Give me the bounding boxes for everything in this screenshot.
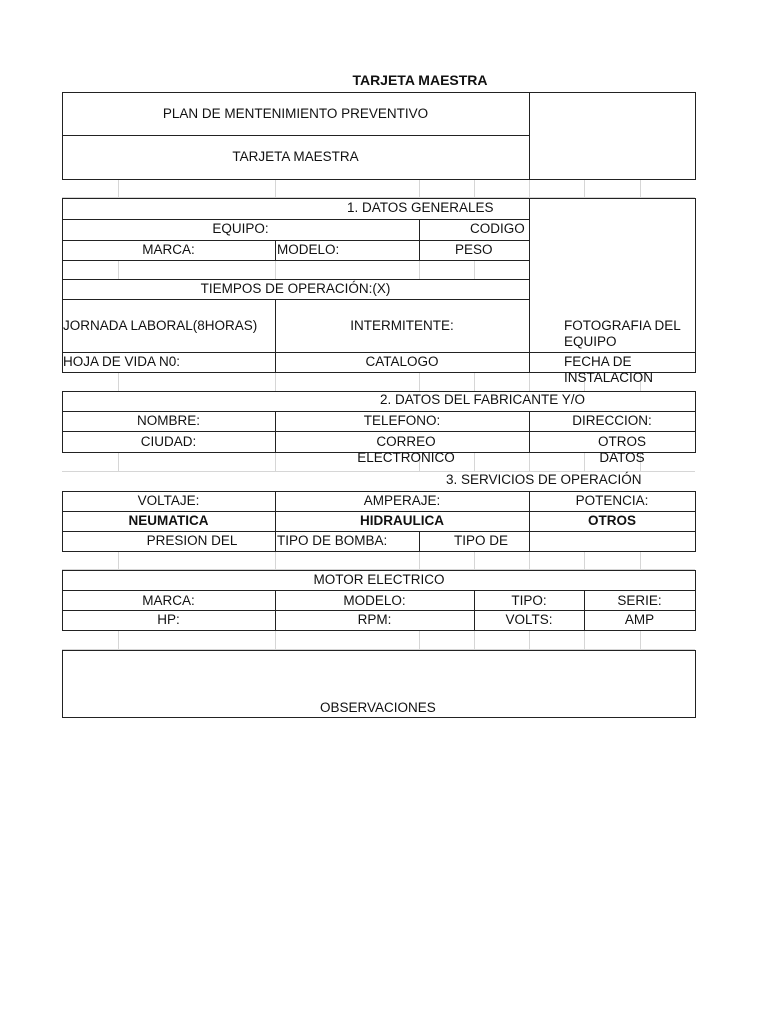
general-heading: 1. DATOS GENERALES <box>347 200 494 215</box>
card-title: TARJETA MAESTRA <box>232 149 359 164</box>
motor-amp-label: AMP <box>624 612 655 627</box>
marca-label: MARCA: <box>142 242 195 257</box>
motor-hp-label: HP: <box>157 612 180 627</box>
modelo-label: MODELO: <box>277 242 340 257</box>
motor-serie-label: SERIE: <box>617 593 662 608</box>
hoja-vida-label: HOJA DE VIDA N0: <box>63 354 181 369</box>
foto-equipo-label: FOTOGRAFIA DEL EQUIPO <box>564 318 681 349</box>
tipo-bomba-label: TIPO DE BOMBA: <box>277 533 388 548</box>
jornada-laboral-label: JORNADA LABORAL(8HORAS) <box>63 318 258 333</box>
ciudad-label: CIUDAD: <box>140 434 197 449</box>
otros-label: OTROS <box>587 513 636 528</box>
motor-tipo-label: TIPO: <box>511 593 547 608</box>
observaciones-label: OBSERVACIONES <box>320 700 436 715</box>
plan-title: PLAN DE MENTENIMIENTO PREVENTIVO <box>162 106 429 121</box>
hidraulica-label: HIDRAULICA <box>360 513 444 528</box>
voltaje-label: VOLTAJE: <box>137 493 200 508</box>
motor-marca-label: MARCA: <box>142 593 195 608</box>
motor-volts-label: VOLTS: <box>505 612 553 627</box>
equipo-label: EQUIPO: <box>212 221 269 236</box>
neumatica-label: NEUMATICA <box>128 513 209 528</box>
potencia-label: POTENCIA: <box>575 493 649 508</box>
nombre-label: NOMBRE: <box>136 413 200 428</box>
manufacturer-heading: 2. DATOS DEL FABRICANTE Y/O <box>380 392 586 407</box>
motor-rpm-label: RPM: <box>357 612 392 627</box>
catalogo-label: CATALOGO <box>365 354 439 369</box>
presion-label: PRESION DEL <box>146 533 238 548</box>
motor-heading: MOTOR ELECTRICO <box>313 572 445 587</box>
motor-modelo-label: MODELO: <box>343 593 406 608</box>
fecha-instalacion-label: FECHA DE INSTALACION <box>564 354 654 385</box>
document-title: TARJETA MAESTRA <box>352 72 488 88</box>
services-heading: 3. SERVICIOS DE OPERACIÓN <box>446 472 642 487</box>
otros-datos-label: OTROS DATOS <box>597 434 646 465</box>
direccion-label: DIRECCION: <box>572 413 652 428</box>
intermitente-label: INTERMITENTE: <box>350 318 454 333</box>
peso-label: PESO <box>455 242 493 257</box>
codigo-label: CODIGO <box>470 221 525 236</box>
correo-label: CORREO ELECTRONICO <box>357 434 455 465</box>
tiempos-operacion-label: TIEMPOS DE OPERACIÓN:(X) <box>200 281 391 296</box>
amperaje-label: AMPERAJE: <box>363 493 441 508</box>
telefono-label: TELEFONO: <box>363 413 441 428</box>
tipo-de-label: TIPO DE <box>454 533 509 548</box>
